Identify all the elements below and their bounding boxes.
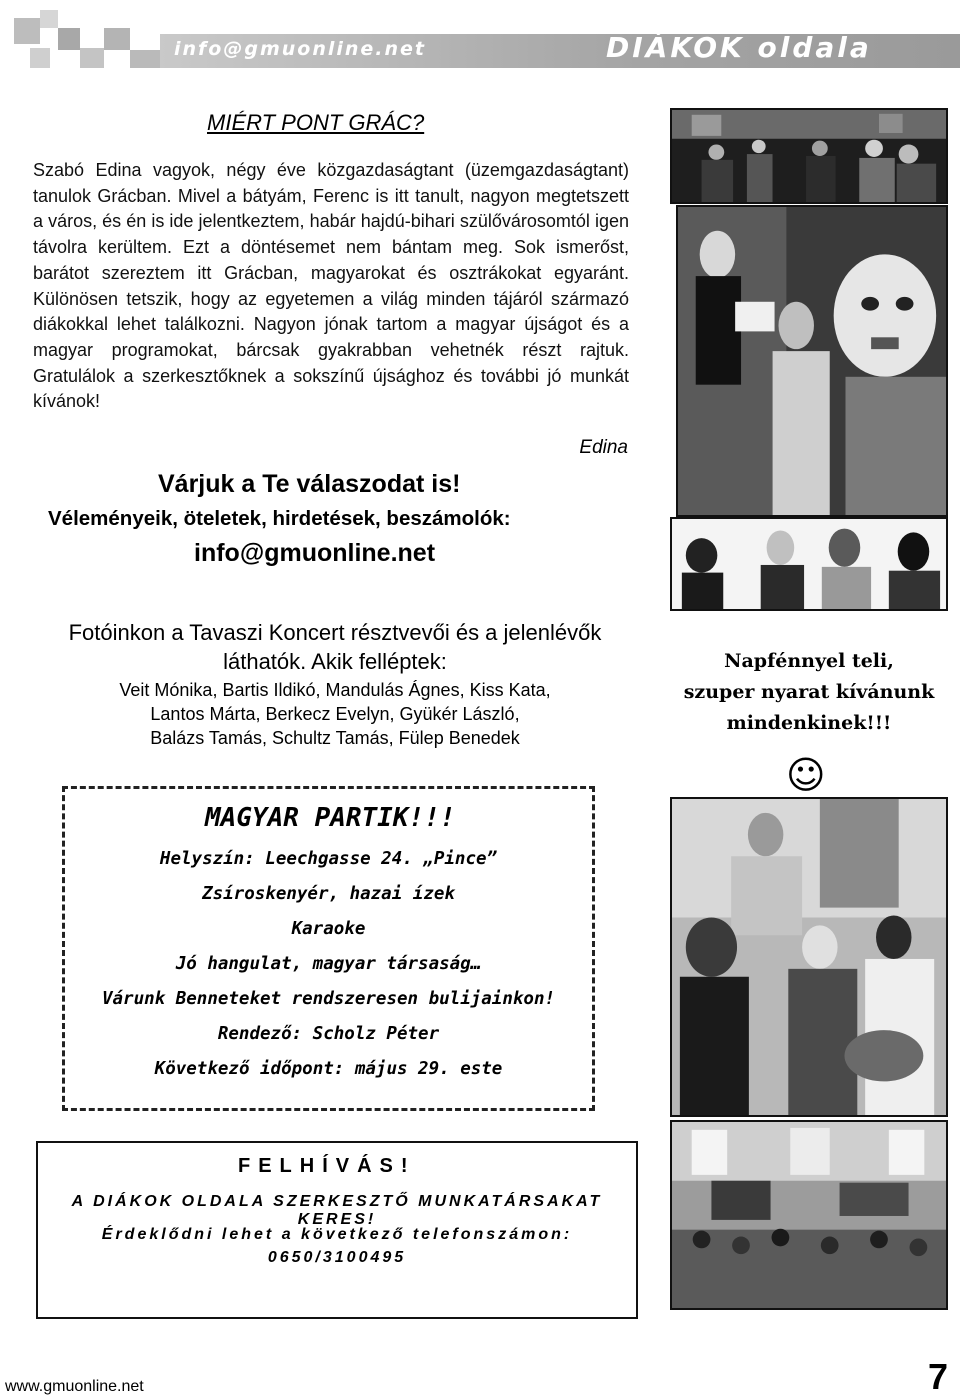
party-line: Jó hangulat, magyar társaság…: [175, 954, 482, 974]
header-decor-square: [104, 28, 130, 50]
call-phone: 0650/3100495: [267, 1249, 407, 1266]
performers-list: [30, 678, 640, 750]
header-decor-square: [14, 18, 40, 44]
performers-line: Veit Mónika, Bartis Ildikó, Mandulás Ágnes, Kiss Kata,: [119, 680, 551, 700]
cta-email-link[interactable]: info@gmuonline.net: [194, 539, 436, 567]
party-announcement: [62, 786, 595, 1111]
call-line: Érdeklődni lehet a következő telefonszámon:: [101, 1226, 573, 1243]
header-section-title: DIÁKOK oldala: [606, 31, 872, 64]
party-line: Következő időpont: május 29. este: [154, 1059, 503, 1079]
call-line: A DIÁKOK OLDALA SZERKESZTŐ MUNKATÁRSAKAT KERES!: [71, 1193, 603, 1228]
party-line: Zsíroskenyér, hazai ízek: [202, 884, 455, 904]
header-decor-square: [80, 48, 104, 68]
page-header: [0, 0, 960, 92]
party-line: Rendező: Scholz Péter: [217, 1024, 440, 1044]
summer-wish-line: szuper nyarat kívánunk: [683, 681, 935, 703]
party-line: Várunk Benneteket rendszeresen bulijainkon!: [101, 989, 556, 1009]
article-body: Szabó Edina vagyok, négy éve közgazdaságtant (üzemgazdaságtant) tanulok Grácban. Mivel a bátyám, Ferenc is itt tanult, nagyon megtetszett a város, és én is ide jelentkeztem, habár hajdú-bihari szülővárosomtól igen távolra kerültem. Ezt a döntésemet nem bántam meg. Sok ismerőst, barátot szereztem itt Grácban, magyarokat és osztrákokat egyaránt. Különösen tetszik, hogy az egyetemen a világ minden tájáról származó diákokkal lehet találkozni. Nagyon jónak tartom a magyar újságot és a magyar programokat, bárcsak gyakrabban vehetnék részt rajtuk. Gratulálok a szerkesztőknek a sokszínű újsághoz és további jó munkát kívánok!: [33, 160, 629, 412]
party-line: Helyszín: Leechgasse 24. „Pince”: [159, 849, 498, 869]
party-guests-photo: [670, 797, 948, 1117]
performers-line: Balázs Tamás, Schultz Tamás, Fülep Benedek: [150, 728, 520, 748]
summer-wish-line: mindenkinek!!!: [726, 712, 892, 734]
page-number: 7: [928, 1356, 949, 1397]
concert-intro: Fotóinkon a Tavaszi Koncert résztvevői és a jelenlévők láthatók. Akik felléptek:: [68, 620, 602, 674]
header-decor-square: [58, 28, 80, 50]
concert-hall-photo: [670, 1120, 948, 1310]
footer-url[interactable]: www.gmuonline.net: [5, 1378, 144, 1395]
header-email[interactable]: info@gmuonline.net: [174, 38, 427, 60]
smiley-icon: ☺: [786, 753, 826, 797]
summer-wish-line: Napfénnyel teli,: [724, 650, 894, 672]
article-signature: Edina: [579, 437, 628, 458]
call-for-editors: [36, 1141, 638, 1319]
concert-section: [30, 618, 640, 750]
people-talking-photo: [670, 517, 948, 611]
party-line: Karaoke: [291, 919, 366, 939]
party-title: MAGYAR PARTIK!!!: [205, 803, 456, 833]
article-title: MIÉRT PONT GRÁC?: [207, 110, 425, 135]
header-decor-square: [130, 50, 160, 68]
cta-subtitle: Véleményeik, öteletek, hirdetések, beszámolók:: [48, 507, 511, 530]
call-title: FELHÍVÁS!: [238, 1155, 416, 1177]
concert-audience-photo: [670, 108, 948, 204]
singers-photo: [676, 205, 948, 517]
header-decor-square: [30, 48, 50, 68]
cta-title: Várjuk a Te válaszodat is!: [158, 470, 461, 498]
performers-line: Lantos Márta, Berkecz Evelyn, Gyükér László,: [150, 704, 520, 724]
summer-wish: [668, 646, 950, 739]
header-decor-square: [40, 10, 58, 28]
